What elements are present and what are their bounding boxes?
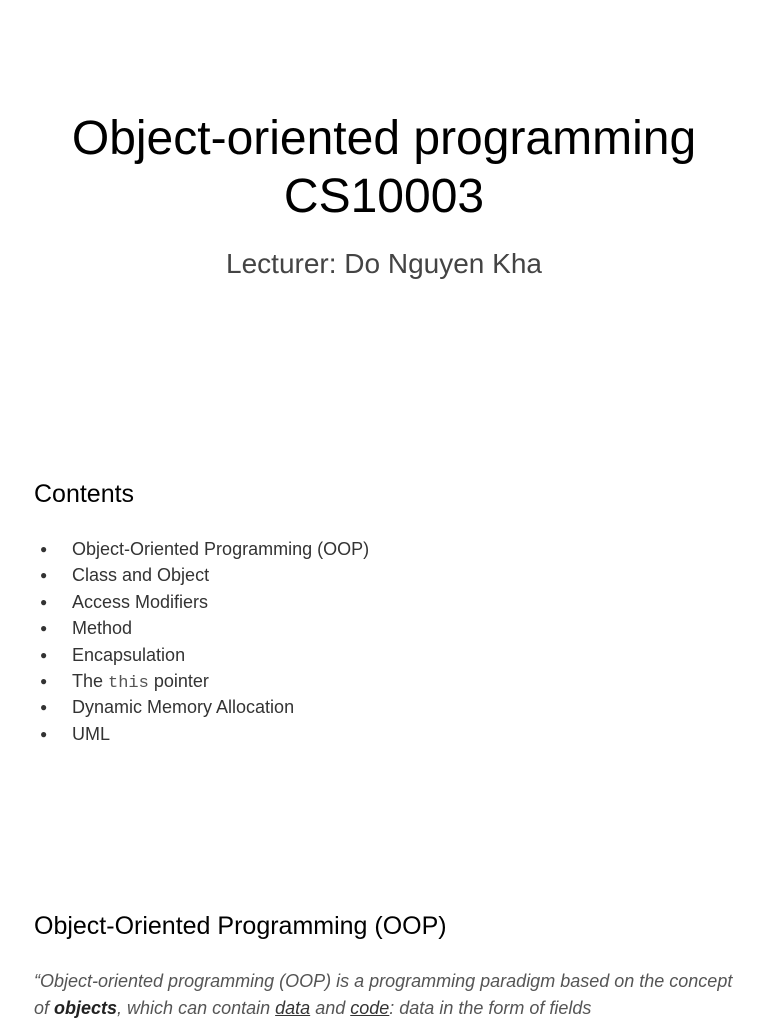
quote-part-4: : data in the form of fields	[389, 998, 592, 1018]
contents-item-method: ● Method	[34, 615, 369, 641]
contents-item-uml: ● UML	[34, 721, 369, 747]
title-line-1: Object-oriented programming	[71, 112, 697, 165]
contents-item-encapsulation: ● Encapsulation	[34, 642, 369, 668]
quote-part-2: , which can contain	[117, 998, 276, 1018]
this-pointer-suffix: pointer	[148, 670, 209, 691]
oop-slide	[0, 870, 768, 1024]
contents-item-oop: ● Object-Oriented Programming (OOP)	[34, 536, 369, 562]
oop-heading: Object-Oriented Programming (OOP)	[34, 912, 447, 940]
contents-item-access-modifiers: ● Access Modifiers	[34, 589, 369, 615]
contents-item-dynamic-memory: ● Dynamic Memory Allocation	[34, 694, 369, 720]
this-keyword-code: this	[108, 673, 149, 693]
contents-item-this-pointer	[34, 668, 369, 694]
lecturer-subtitle: Lecturer: Do Nguyen Kha	[226, 248, 542, 279]
quote-objects-bold: objects	[54, 998, 118, 1018]
title-line-2: CS10003	[283, 170, 485, 223]
contents-item-class-object: ● Class and Object	[34, 562, 369, 588]
slide-title	[0, 110, 768, 226]
data-link[interactable]: data	[275, 998, 311, 1018]
contents-slide	[0, 430, 768, 870]
this-pointer-prefix: The	[72, 670, 109, 691]
oop-definition-quote	[34, 968, 734, 1022]
code-link[interactable]: code	[350, 998, 390, 1018]
contents-heading: Contents	[34, 480, 135, 508]
quote-part-3: and	[310, 998, 351, 1018]
contents-list	[34, 536, 369, 747]
quote-part-1: “Object-oriented programming (OOP) is a programming paradigm based on the concept of	[34, 971, 733, 1018]
title-slide	[0, 0, 768, 430]
